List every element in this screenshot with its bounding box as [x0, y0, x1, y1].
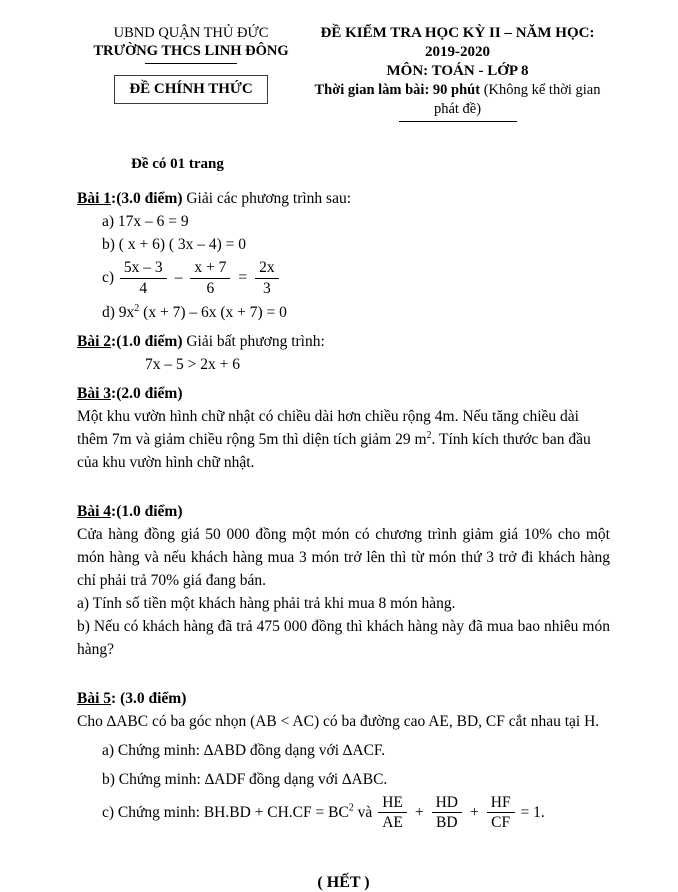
ratio-hd-bd — [432, 794, 462, 833]
issuer-authority: UBND QUẬN THỦ ĐỨC — [113, 25, 269, 41]
duration-divider — [399, 121, 517, 122]
problem-4-text: Cửa hàng đồng giá 50 000 đồng một món có chương trình giảm giá 10% cho một món hàng và nếu khách hàng mua 3 món trở lên thì từ món thứ 3 trở đi khách hàng chỉ phải trả 70% giá đang bán. — [77, 525, 610, 589]
item-d-prefix: d) 9x — [102, 303, 135, 321]
problem-1-label: Bài 1 — [77, 190, 112, 207]
problem-5-intro: Cho ∆ABC có ba góc nhọn (AB < AC) có ba đường cao AE, BD, CF cắt nhau tại H. — [77, 712, 600, 730]
problem-4-label: Bài 4 — [77, 502, 112, 520]
proof-c-conjunction: và — [353, 803, 377, 821]
problem-5 — [77, 687, 610, 833]
ratio-he-ae — [378, 794, 407, 833]
problem-3 — [77, 382, 610, 474]
equation-item-c — [102, 259, 610, 298]
fraction-3 — [255, 259, 279, 298]
fraction-3-denominator: 3 — [263, 279, 271, 297]
problem-1 — [77, 187, 610, 324]
problem-2-title — [77, 330, 610, 353]
fraction-3-numerator: 2x — [255, 259, 279, 279]
inequality-expression: 7x – 5 > 2x + 6 — [145, 355, 240, 373]
ratio-3-numerator: HF — [487, 794, 515, 814]
problem-3-text-part1: Một khu vườn hình chữ nhật có chiều dài hơn chiều rộng 4m. Nếu tăng chiều dài thêm 7m và giảm chiều rộng 5m thì diện tích giảm 29 m — [77, 407, 579, 448]
equation-item-d — [102, 301, 610, 324]
proof-c-prefix: c) Chứng minh: BH.BD + CH.CF = BC — [102, 803, 349, 821]
exam-duration: Thời gian làm bài: 90 phút — [314, 82, 481, 98]
fraction-2 — [190, 259, 230, 298]
exam-info-block — [305, 24, 610, 122]
problem-3-text-part2: . Tính kích thước ban đầu của khu vườn hình chữ nhật. — [77, 430, 591, 471]
end-marker: ( HẾT ) — [317, 874, 370, 892]
problem-5-points: : (3.0 điểm) — [111, 689, 187, 707]
exam-header — [77, 24, 610, 122]
problem-5-title — [77, 687, 610, 710]
proof-c-result: = 1. — [516, 803, 545, 821]
problem-4-item-a: a) Tính số tiền một khách hàng phải trả khi mua 8 món hàng. — [77, 594, 456, 612]
exam-duration-line — [305, 81, 610, 119]
official-exam-stamp: ĐỀ CHÍNH THỨC — [114, 75, 267, 104]
square-meter-exponent: 2 — [426, 429, 432, 441]
ratio-3-denominator: CF — [491, 814, 511, 832]
problem-2-instruction: Giải bất phương trình: — [182, 332, 325, 350]
plus-operator-1: + — [414, 803, 424, 821]
page-count-note: Đề có 01 trang — [131, 156, 224, 172]
problem-3-points: :(2.0 điểm) — [111, 384, 183, 402]
ratio-1-denominator: AE — [382, 814, 403, 832]
problem-1-instruction: Giải các phương trình sau: — [182, 190, 352, 207]
problem-3-title — [77, 382, 610, 405]
equation-item-b: b) ( x + 6) ( 3x – 4) = 0 — [102, 236, 247, 253]
exam-title: ĐỀ KIỂM TRA HỌC KỲ II – NĂM HỌC: 2019-2020 — [320, 25, 595, 60]
proof-item-b: b) Chứng minh: ∆ADF đồng dạng với ∆ABC. — [102, 770, 388, 788]
proof-c-exponent: 2 — [348, 802, 354, 814]
fraction-1 — [120, 259, 167, 298]
ratio-2-numerator: HD — [432, 794, 462, 814]
minus-operator: – — [174, 268, 183, 286]
equation-item-a: a) 17x – 6 = 9 — [102, 213, 189, 230]
fraction-2-denominator: 6 — [206, 279, 215, 297]
exam-subject: MÔN: TOÁN - LỚP 8 — [386, 63, 529, 79]
problem-2-points: :(1.0 điểm) — [111, 332, 183, 350]
proof-item-a: a) Chứng minh: ∆ABD đồng dạng với ∆ACF. — [102, 741, 386, 759]
item-d-exponent: 2 — [134, 302, 140, 314]
ratio-1-numerator: HE — [378, 794, 407, 814]
fraction-2-numerator: x + 7 — [190, 259, 230, 279]
problem-4 — [77, 500, 610, 661]
ratio-hf-cf — [487, 794, 515, 833]
problem-5-label: Bài 5 — [77, 689, 112, 707]
exam-duration-note: (Không kể thời gian phát đề) — [433, 82, 601, 117]
fraction-1-numerator: 5x – 3 — [120, 259, 167, 279]
problem-1-points: :(3.0 điểm) — [111, 190, 183, 207]
issuer-school: TRƯỜNG THCS LINH ĐÔNG — [93, 43, 289, 59]
item-d-rest: (x + 7) – 6x (x + 7) = 0 — [139, 303, 287, 321]
proof-item-c — [102, 794, 610, 833]
problem-4-title — [77, 500, 610, 523]
fraction-1-denominator: 4 — [139, 279, 148, 297]
plus-operator-2: + — [470, 803, 479, 821]
problem-3-label: Bài 3 — [77, 384, 112, 402]
problem-2-label: Bài 2 — [77, 332, 112, 350]
problem-4-points: :(1.0 điểm) — [111, 502, 183, 520]
problem-2 — [77, 330, 610, 376]
equals-operator: = — [238, 268, 248, 286]
ratio-2-denominator: BD — [436, 814, 458, 832]
problem-1-title — [77, 187, 610, 210]
problem-3-text — [77, 405, 610, 474]
problem-4-item-b: b) Nếu có khách hàng đã trả 475 000 đồng thì khách hàng này đã mua bao nhiêu món hàng? — [77, 617, 610, 658]
issuer-block — [77, 24, 305, 104]
item-c-label: c) — [102, 268, 118, 286]
